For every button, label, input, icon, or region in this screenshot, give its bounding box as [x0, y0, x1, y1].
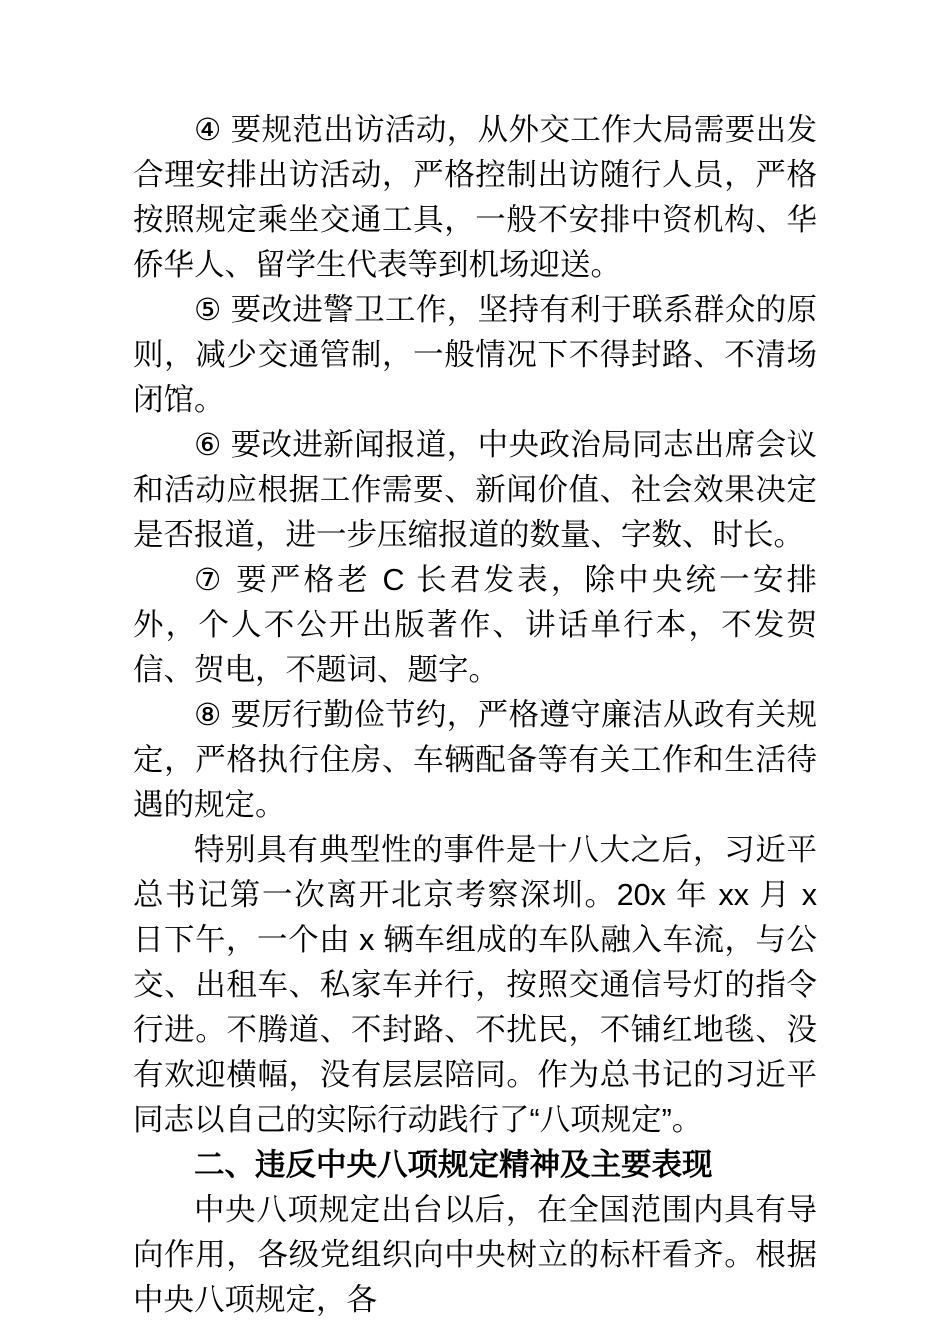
paragraph-section-two-opening: 中央八项规定出台以后，在全国范围内具有导向作用，各级党组织向中央树立的标杆看齐。根据中央八项规定，各	[133, 1193, 817, 1317]
paragraph-item-8: ⑧ 要厉行勤俭节约，严格遵守廉洁从政有关规定，严格执行住房、车辆配备等有关工作和生活待遇的规定。	[133, 698, 817, 822]
page-footer-area	[0, 1, 950, 2]
paragraph-item-4: ④ 要规范出访活动，从外交工作大局需要出发合理安排出访活动，严格控制出访随行人员，严格按照规定乘坐交通工具，一般不安排中资机构、华侨华人、留学生代表等到机场迎送。	[133, 113, 817, 282]
section-heading-two: 二、违反中央八项规定精神及主要表现	[194, 1148, 713, 1182]
paragraph-item-6: ⑥ 要改进新闻报道，中央政治局同志出席会议和活动应根据工作需要、新闻价值、社会效果决定是否报道，进一步压缩报道的数量、字数、时长。	[133, 428, 817, 552]
paragraph-item-7: ⑦ 要严格老 C 长君发表，除中央统一安排外，个人不公开出版著作、讲话单行本，不发贺信、贺电，不题词、题字。	[133, 563, 817, 687]
paragraph-example-shenzhen-inspection: 特别具有典型性的事件是十八大之后，习近平总书记第一次离开北京考察深圳。20x 年 xx 月 x 日下午，一个由 x 辆车组成的车队融入车流，与公交、出租车、私家车并行，按照交通信号灯的指令行进。不腾道、不封路、不扰民，不铺红地毯、没有欢迎横幅，没有层层陪同。作为总书记的习近平同志以自己的实际行动践行了“八项规定”。	[133, 833, 817, 1137]
document-text-body	[133, 108, 817, 1323]
paragraph-item-5: ⑤ 要改进警卫工作，坚持有利于联系群众的原则，减少交通管制，一般情况下不得封路、不清场闭馆。	[133, 293, 817, 417]
